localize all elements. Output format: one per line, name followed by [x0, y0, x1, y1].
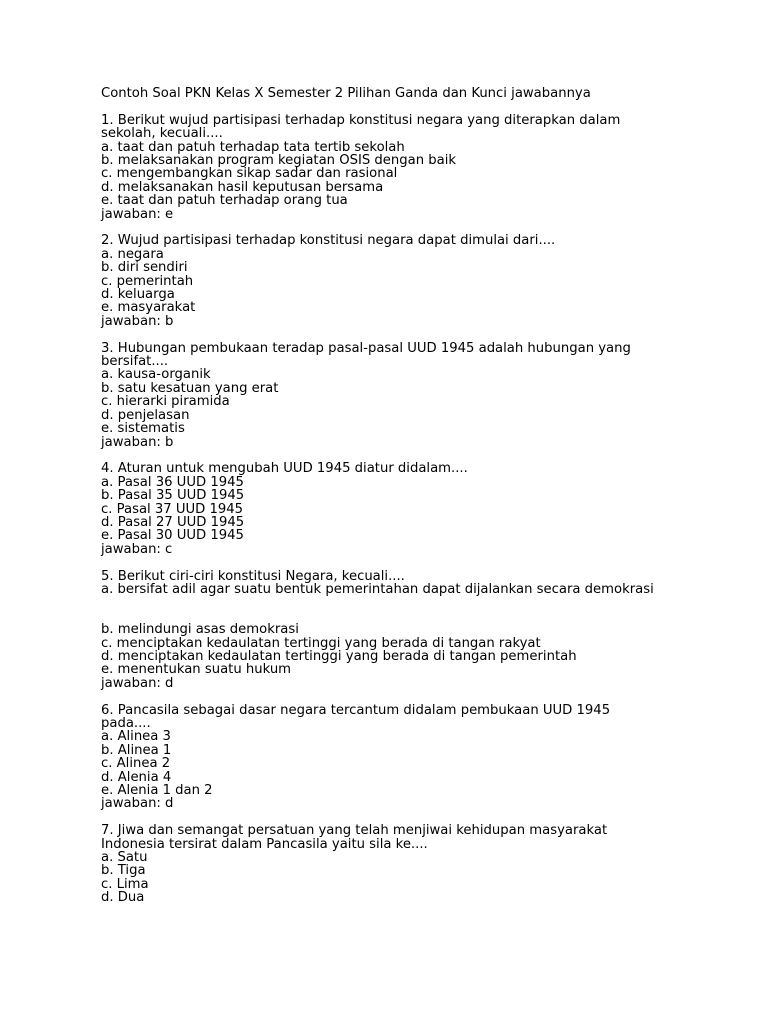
question-line: pada....	[101, 715, 151, 731]
answer-key: jawaban: b	[101, 434, 174, 450]
question-text	[101, 114, 741, 141]
question-text	[101, 704, 741, 731]
option-b: b. Alinea 1	[101, 742, 172, 758]
document-title: Contoh Soal PKN Kelas X Semester 2 Pilihan Ganda dan Kunci jawabannya	[101, 86, 591, 101]
option-c: c. mengembangkan sikap sadar dan rasional	[101, 166, 398, 182]
answer-key: jawaban: e	[101, 206, 174, 222]
question-3	[101, 342, 741, 449]
document-page	[101, 87, 741, 918]
answer-key: jawaban: d	[101, 675, 174, 691]
question-1	[101, 114, 741, 221]
question-line: sekolah, kecuali....	[101, 126, 223, 142]
option-b: b. melindungi asas demokrasi	[101, 622, 299, 638]
option-a: a. kausa-organik	[101, 367, 211, 383]
option-c: c. Lima	[101, 876, 149, 892]
option-d: d. Dua	[101, 890, 145, 906]
option-list	[101, 851, 741, 905]
question-text	[101, 342, 741, 369]
option-d: d. Alenia 4	[101, 769, 172, 785]
option-c: c. menciptakan kedaulatan tertinggi yang berada di tangan rakyat	[101, 635, 541, 651]
question-line: 1. Berikut wujud partisipasi terhadap konstitusi negara yang diterapkan dalam	[101, 112, 621, 128]
option-e: e. taat dan patuh terhadap orang tua	[101, 193, 348, 209]
option-d: d. Pasal 27 UUD 1945	[101, 514, 245, 530]
option-a: a. bersifat adil agar suatu bentuk pemerintahan dapat dijalankan secara demokrasi	[101, 581, 654, 597]
question-line: 3. Hubungan pembukaan teradap pasal-pasal UUD 1945 adalah hubungan yang	[101, 340, 631, 356]
question-line: 7. Jiwa dan semangat persatuan yang telah menjiwai kehidupan masyarakat	[101, 823, 608, 839]
answer-key: jawaban: c	[101, 541, 173, 557]
option-e: e. menentukan suatu hukum	[101, 662, 292, 678]
answer-key: jawaban: b	[101, 313, 174, 329]
question-4	[101, 462, 741, 556]
option-e: e. Pasal 30 UUD 1945	[101, 528, 244, 544]
question-7	[101, 824, 741, 904]
option-list	[101, 368, 741, 435]
question-line: 6. Pancasila sebagai dasar negara tercantum didalam pembukaan UUD 1945	[101, 702, 611, 718]
question-text	[101, 462, 741, 475]
option-c: c. hierarki piramida	[101, 394, 230, 410]
question-text	[101, 824, 741, 851]
option-list	[101, 730, 741, 797]
option-d: d. penjelasan	[101, 407, 190, 423]
question-text	[101, 234, 741, 247]
option-c: c. Pasal 37 UUD 1945	[101, 501, 244, 517]
option-b: b. melaksanakan program kegiatan OSIS dengan baik	[101, 153, 457, 169]
option-e: e. Alenia 1 dan 2	[101, 783, 213, 799]
option-d: d. menciptakan kedaulatan tertinggi yang berada di tangan pemerintah	[101, 648, 577, 664]
question-line: 4. Aturan untuk mengubah UUD 1945 diatur didalam....	[101, 461, 468, 477]
option-b: b. Pasal 35 UUD 1945	[101, 488, 245, 504]
option-e: e. masyarakat	[101, 300, 196, 316]
option-list	[101, 248, 741, 315]
question-line: bersifat....	[101, 354, 169, 370]
option-a: a. Alinea 3	[101, 729, 171, 745]
option-e: e. sistematis	[101, 421, 185, 437]
option-list	[101, 476, 741, 543]
question-line: 5. Berikut ciri-ciri konstitusi Negara, kecuali....	[101, 568, 405, 584]
option-a: a. Pasal 36 UUD 1945	[101, 474, 244, 490]
option-d: d. melaksanakan hasil keputusan bersama	[101, 179, 384, 195]
question-2	[101, 234, 741, 328]
question-text	[101, 570, 741, 583]
answer-key: jawaban: d	[101, 796, 174, 812]
question-6	[101, 704, 741, 811]
option-a: a. negara	[101, 246, 164, 262]
question-5	[101, 570, 741, 691]
option-list	[101, 141, 741, 208]
question-line: 2. Wujud partisipasi terhadap konstitusi negara dapat dimulai dari....	[101, 233, 556, 249]
option-b: b. diri sendiri	[101, 260, 188, 276]
option-a: a. Satu	[101, 850, 148, 866]
option-b: b. satu kesatuan yang erat	[101, 380, 279, 396]
option-d: d. keluarga	[101, 287, 175, 303]
option-list	[101, 583, 741, 677]
option-b: b. Tiga	[101, 863, 146, 879]
option-c: c. Alinea 2	[101, 756, 171, 772]
option-a: a. taat dan patuh terhadap tata tertib sekolah	[101, 139, 405, 155]
question-line: Indonesia tersirat dalam Pancasila yaitu sila ke....	[101, 836, 428, 852]
option-c: c. pemerintah	[101, 273, 194, 289]
